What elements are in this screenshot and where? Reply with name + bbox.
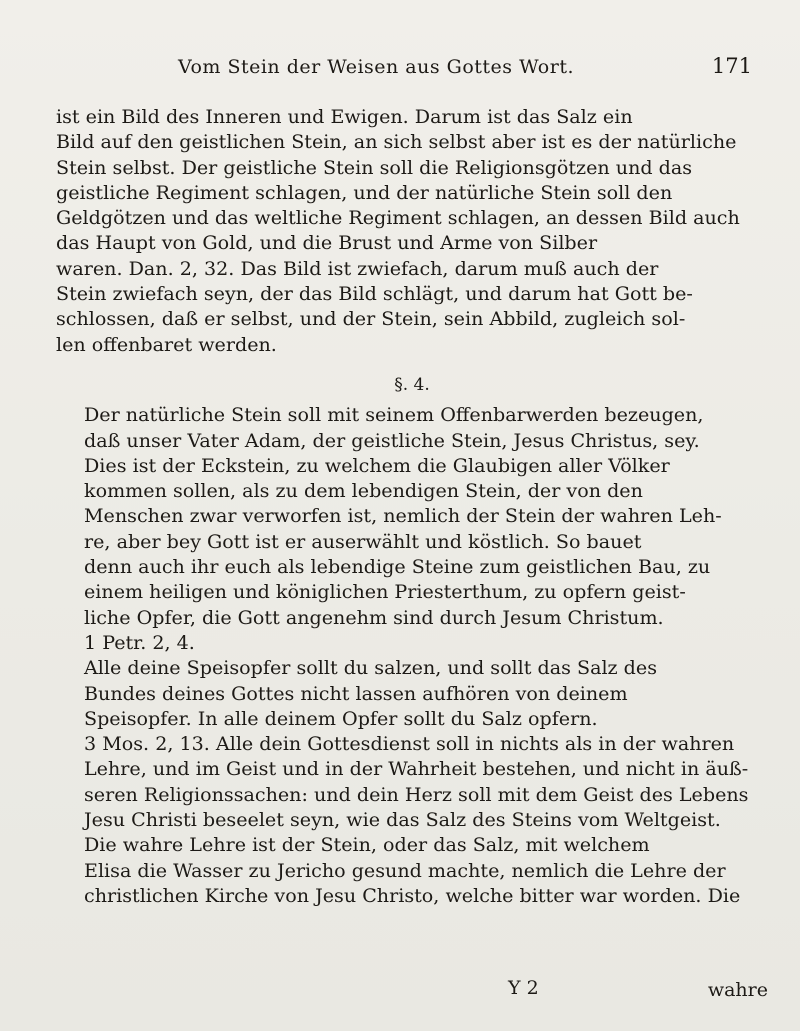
text-line: Stein zwiefach seyn, der das Bild schlägt, und darum hat Gott be-: [56, 282, 693, 306]
text-line: denn auch ihr euch als lebendige Steine zum geistlichen Bau, zu: [84, 555, 711, 579]
text-line: seren Religionssachen: und dein Herz soll mit dem Geist des Lebens: [84, 782, 749, 806]
section-heading: §. 4.: [394, 374, 430, 395]
text-line: daß unser Vater Adam, der geistliche Stein, Jesus Christus, sey.: [84, 428, 700, 452]
text-line: schlossen, daß er selbst, und der Stein, sein Abbild, zugleich sol-: [56, 307, 686, 331]
paragraph-1: [56, 104, 768, 357]
text-line: Der natürliche Stein soll mit seinem Offenbarwerden bezeugen,: [84, 403, 704, 427]
text-line: 1 Petr. 2, 4.: [84, 630, 195, 654]
text-line: einem heiligen und königlichen Priesterthum, zu opfern geist-: [84, 580, 686, 604]
page-body: [56, 104, 768, 908]
text-line: Menschen zwar verworfen ist, nemlich der Stein der wahren Leh-: [84, 504, 722, 528]
text-line: geistliche Regiment schlagen, und der natürliche Stein soll den: [56, 180, 673, 204]
text-line: ist ein Bild des Inneren und Ewigen. Darum ist das Salz ein: [56, 105, 633, 128]
paragraph-2: [56, 402, 768, 655]
text-line: Dies ist der Eckstein, zu welchem die Glaubigen aller Völker: [84, 453, 670, 477]
text-line: re, aber bey Gott ist er auserwählt und köstlich. So bauet: [84, 529, 642, 553]
text-line: Geldgötzen und das weltliche Regiment schlagen, an dessen Bild auch: [56, 206, 740, 230]
text-line: 3 Mos. 2, 13. Alle dein Gottesdienst soll in nichts als in der wahren: [84, 732, 735, 756]
text-line: Bild auf den geistlichen Stein, an sich selbst aber ist es der natürliche: [56, 130, 737, 154]
text-line: Elisa die Wasser zu Jericho gesund machte, nemlich die Lehre der: [84, 858, 726, 882]
page-header: [60, 52, 752, 82]
text-line: Jesu Christi besеelet seyn, wie das Salz des Steins vom Weltgeist.: [84, 808, 721, 832]
text-line: das Haupt von Gold, und die Brust und Arme von Silber: [56, 231, 598, 255]
catchword: wahre: [707, 979, 768, 1001]
signature-mark: Y 2: [508, 977, 539, 999]
text-line: Die wahre Lehre ist der Stein, oder das Salz, mit welchem: [84, 833, 650, 857]
page-number: 171: [711, 54, 752, 78]
text-line: Speisopfer. In alle deinem Opfer sollt du Salz opfern.: [84, 706, 598, 730]
text-line: Lehre, und im Geist und in der Wahrheit bestehen, und nicht in äuß-: [84, 757, 749, 781]
page-footer: [56, 977, 768, 1007]
text-line: liche Opfer, die Gott angenehm sind durch Jesum Christum.: [84, 605, 664, 629]
text-line: len offenbaret werden.: [56, 332, 277, 356]
text-line: christlichen Kirche von Jesu Christo, welche bitter war worden. Die: [84, 883, 741, 907]
text-line: Bundes deines Gottes nicht lassen aufhören von deinem: [84, 681, 628, 705]
text-line: waren. Dan. 2, 32. Das Bild ist zwiefach, darum muß auch der: [56, 256, 659, 280]
text-line: Alle deine Speisopfer sollt du salzen, und sollt das Salz des: [84, 656, 658, 680]
text-line: kommen sollen, als zu dem lebendigen Stein, der von den: [84, 479, 643, 503]
text-line: Stein selbst. Der geistliche Stein soll die Religionsgötzen und das: [56, 155, 693, 179]
paragraph-3: [56, 655, 768, 908]
running-head: Vom Stein der Weisen aus Gottes Wort.: [177, 56, 575, 78]
